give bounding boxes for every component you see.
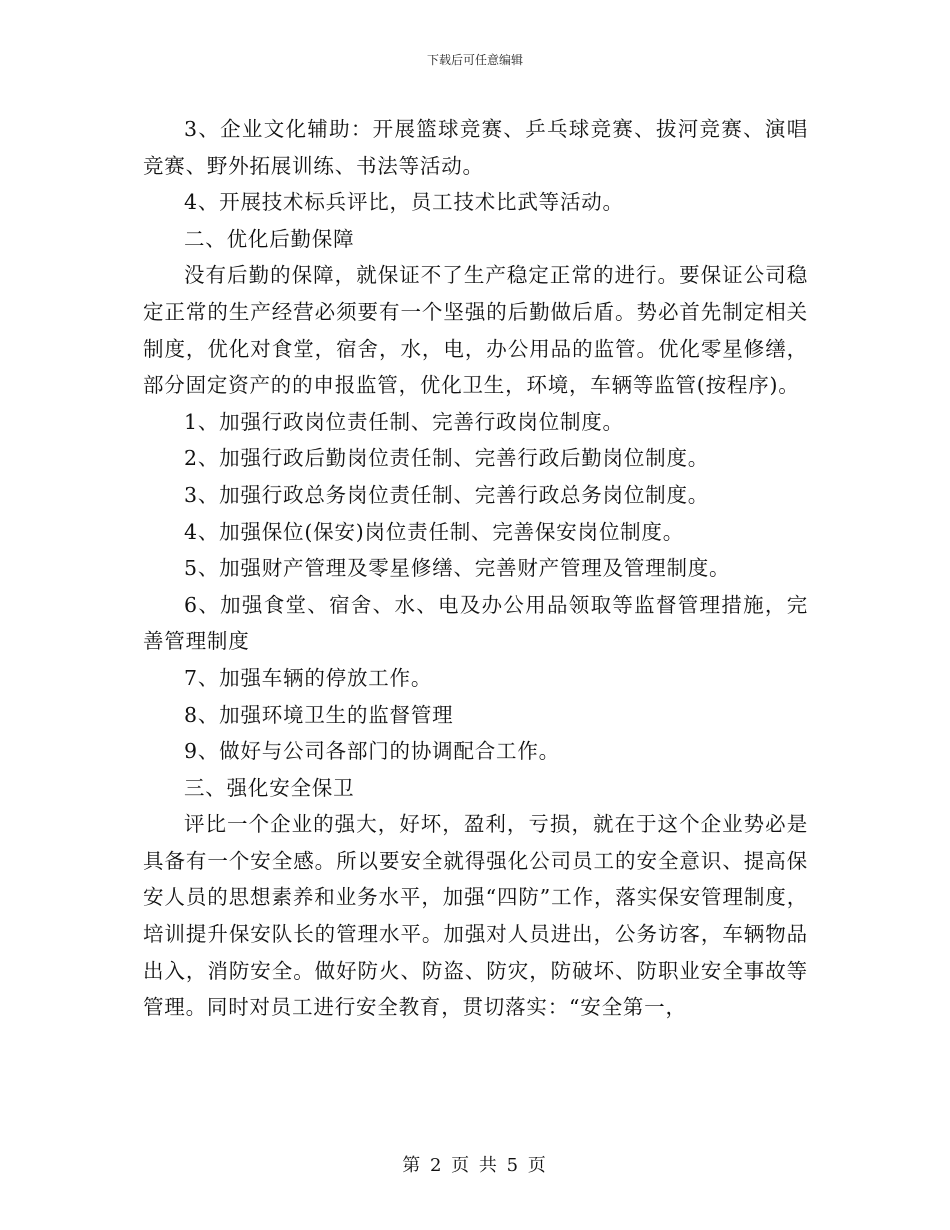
section-heading-logistics: 二、优化后勤保障	[184, 226, 355, 251]
page-header: 下载后可任意编辑	[426, 53, 523, 67]
document-body	[143, 111, 808, 1026]
section-heading-security: 三、强化安全保卫	[184, 775, 355, 800]
list-item-logistics-9: 9、做好与公司各部门的协调配合工作。	[184, 739, 560, 764]
list-item-logistics-4: 4、加强保位(保安)岗位责任制、完善保安岗位制度。	[184, 519, 685, 544]
list-item-logistics-2: 2、加强行政后勤岗位责任制、完善行政后勤岗位制度。	[184, 446, 710, 471]
list-item-logistics-1: 1、加强行政岗位责任制、完善行政岗位制度。	[184, 409, 624, 434]
paragraph-culture-activities: 3、企业文化辅助：开展篮球竞赛、乒乓球竞赛、拔河竞赛、演唱竞赛、野外拓展训练、书法等活动。	[143, 117, 808, 178]
list-item-logistics-7: 7、加强车辆的停放工作。	[184, 665, 433, 690]
list-item-logistics-5: 5、加强财产管理及零星修缮、完善财产管理及管理制度。	[184, 556, 731, 581]
paragraph-logistics-intro: 没有后勤的保障，就保证不了生产稳定正常的进行。要保证公司稳定正常的生产经营必须要有一个坚强的后勤做后盾。势必首先制定相关制度，优化对食堂，宿舍，水，电，办公用品的监管。优化零星修缮，部分固定资产的的申报监管，优化卫生，环境，车辆等监管(按程序)。	[143, 263, 808, 398]
list-item-logistics-3: 3、加强行政总务岗位责任制、完善行政总务岗位制度。	[184, 482, 710, 507]
paragraph-technical-contest: 4、开展技术标兵评比，员工技术比武等活动。	[184, 190, 624, 215]
list-item-logistics-6: 6、加强食堂、宿舍、水、电及办公用品领取等监督管理措施，完善管理制度	[143, 592, 808, 654]
list-item-logistics-8: 8、加强环境卫生的监督管理	[184, 702, 454, 727]
page-number: 第 2 页 共 5 页	[402, 1155, 548, 1176]
paragraph-security-intro: 评比一个企业的强大，好坏，盈利，亏损，就在于这个企业势必是具备有一个安全感。所以要安全就得强化公司员工的安全意识、提高保安人员的思想素养和业务水平，加强“四防”工作，落实保安管理制度，培训提升保安队长的管理水平。加强对人员进出，公务访客，车辆物品出入，消防安全。做好防火、防盗、防灾，防破坏、防职业安全事故等管理。同时对员工进行安全教育，贯切落实：“安全第一，	[143, 812, 808, 1020]
